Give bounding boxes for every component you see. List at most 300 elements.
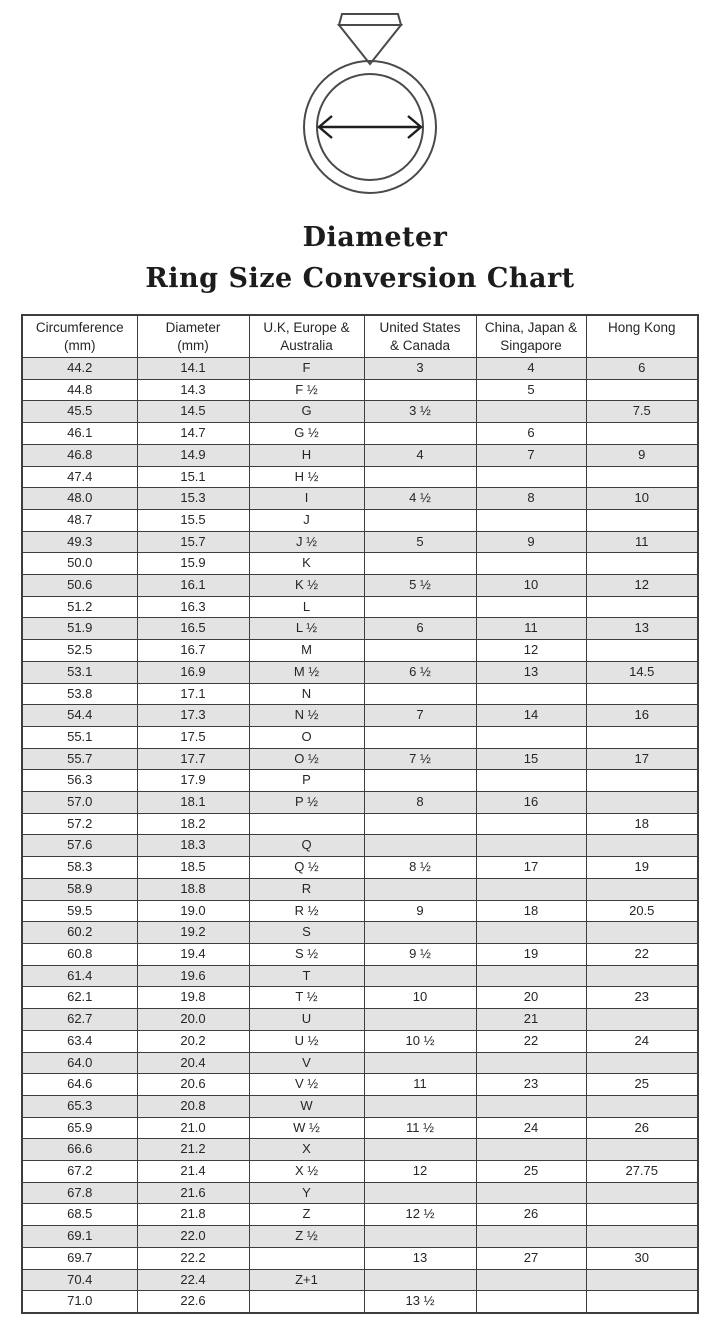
- cell: [476, 922, 586, 944]
- cell: [586, 1204, 698, 1226]
- cell: 64.0: [22, 1052, 137, 1074]
- cell: 62.7: [22, 1009, 137, 1031]
- cell: 68.5: [22, 1204, 137, 1226]
- cell: Z ½: [249, 1226, 364, 1248]
- cell: [364, 553, 476, 575]
- cell: [364, 835, 476, 857]
- cell: 17: [586, 748, 698, 770]
- cell: [364, 1095, 476, 1117]
- cell: 10: [364, 987, 476, 1009]
- cell: 18.8: [137, 878, 249, 900]
- cell: 9 ½: [364, 943, 476, 965]
- cell: 55.1: [22, 726, 137, 748]
- cell: [586, 423, 698, 445]
- cell: 23: [476, 1074, 586, 1096]
- cell: [364, 1009, 476, 1031]
- cell: 22.0: [137, 1226, 249, 1248]
- table-row: [22, 1182, 698, 1204]
- cell: Q: [249, 835, 364, 857]
- cell: R ½: [249, 900, 364, 922]
- table-row: [22, 640, 698, 662]
- ring-diagram: [235, 6, 515, 208]
- table-row: [22, 1226, 698, 1248]
- cell: [586, 1226, 698, 1248]
- cell: 18.1: [137, 792, 249, 814]
- cell: 53.1: [22, 661, 137, 683]
- cell: 44.8: [22, 379, 137, 401]
- cell: [364, 1269, 476, 1291]
- cell: 11: [586, 531, 698, 553]
- cell: [476, 1052, 586, 1074]
- cell: 20.4: [137, 1052, 249, 1074]
- cell: 15.7: [137, 531, 249, 553]
- cell: 8 ½: [364, 857, 476, 879]
- cell: F ½: [249, 379, 364, 401]
- table-header: [22, 315, 698, 358]
- cell: 16.9: [137, 661, 249, 683]
- cell: 13: [476, 661, 586, 683]
- cell: [476, 1226, 586, 1248]
- cell: 50.0: [22, 553, 137, 575]
- cell: 10 ½: [364, 1030, 476, 1052]
- cell: 58.3: [22, 857, 137, 879]
- cell: 44.2: [22, 358, 137, 380]
- cell: 19: [476, 943, 586, 965]
- cell: [476, 1269, 586, 1291]
- cell: 16.1: [137, 575, 249, 597]
- table-row: [22, 900, 698, 922]
- cell: 71.0: [22, 1291, 137, 1313]
- column-header-line1: China, Japan &: [484, 320, 578, 335]
- cell: 9: [364, 900, 476, 922]
- table-row: [22, 1269, 698, 1291]
- cell: H ½: [249, 466, 364, 488]
- cell: 12 ½: [364, 1204, 476, 1226]
- cell: 17.3: [137, 705, 249, 727]
- table-row: [22, 618, 698, 640]
- cell: 20.2: [137, 1030, 249, 1052]
- cell: 12: [476, 640, 586, 662]
- cell: S: [249, 922, 364, 944]
- column-header-line1: United States: [379, 320, 461, 335]
- cell: 6: [586, 358, 698, 380]
- cell: 5: [364, 531, 476, 553]
- table-row: [22, 705, 698, 727]
- cell: [364, 1139, 476, 1161]
- table-row: [22, 466, 698, 488]
- cell: 66.6: [22, 1139, 137, 1161]
- cell: 45.5: [22, 401, 137, 423]
- cell: 21.0: [137, 1117, 249, 1139]
- cell: 19.2: [137, 922, 249, 944]
- cell: 58.9: [22, 878, 137, 900]
- cell: [586, 922, 698, 944]
- cell: R: [249, 878, 364, 900]
- cell: 7 ½: [364, 748, 476, 770]
- column-header-line1: U.K, Europe &: [263, 320, 350, 335]
- cell: [476, 401, 586, 423]
- cell: [586, 466, 698, 488]
- cell: 11: [476, 618, 586, 640]
- table-row: [22, 444, 698, 466]
- cell: L: [249, 596, 364, 618]
- cell: 27.75: [586, 1161, 698, 1183]
- cell: 6: [476, 423, 586, 445]
- cell: [586, 770, 698, 792]
- cell: [476, 770, 586, 792]
- cell: 18.2: [137, 813, 249, 835]
- cell: 20: [476, 987, 586, 1009]
- cell: I: [249, 488, 364, 510]
- cell: 8: [476, 488, 586, 510]
- table-row: [22, 401, 698, 423]
- cell: N ½: [249, 705, 364, 727]
- cell: [586, 965, 698, 987]
- table-row: [22, 1009, 698, 1031]
- cell: 52.5: [22, 640, 137, 662]
- cell: 23: [586, 987, 698, 1009]
- table-row: [22, 857, 698, 879]
- ring-size-table: [21, 314, 699, 1314]
- table-row: [22, 1030, 698, 1052]
- cell: 16: [586, 705, 698, 727]
- cell: 22: [586, 943, 698, 965]
- cell: 10: [586, 488, 698, 510]
- cell: 15.9: [137, 553, 249, 575]
- cell: 69.1: [22, 1226, 137, 1248]
- cell: 12: [364, 1161, 476, 1183]
- cell: K ½: [249, 575, 364, 597]
- cell: J: [249, 509, 364, 531]
- cell: 30: [586, 1247, 698, 1269]
- cell: 22.2: [137, 1247, 249, 1269]
- cell: 18: [586, 813, 698, 835]
- cell: [586, 1095, 698, 1117]
- cell: 21.8: [137, 1204, 249, 1226]
- cell: 14.3: [137, 379, 249, 401]
- cell: 51.2: [22, 596, 137, 618]
- cell: 21.2: [137, 1139, 249, 1161]
- table-row: [22, 748, 698, 770]
- cell: N: [249, 683, 364, 705]
- cell: 59.5: [22, 900, 137, 922]
- cell: 13 ½: [364, 1291, 476, 1313]
- table-row: [22, 1052, 698, 1074]
- cell: 54.4: [22, 705, 137, 727]
- cell: [476, 509, 586, 531]
- cell: [364, 726, 476, 748]
- cell: 25: [586, 1074, 698, 1096]
- cell: 16.5: [137, 618, 249, 640]
- cell: 55.7: [22, 748, 137, 770]
- cell: K: [249, 553, 364, 575]
- table-row: [22, 358, 698, 380]
- column-header-line1: Circumference: [35, 320, 124, 335]
- table-header-row: [22, 315, 698, 358]
- cell: [586, 509, 698, 531]
- cell: 4 ½: [364, 488, 476, 510]
- cell: 67.8: [22, 1182, 137, 1204]
- cell: [586, 1291, 698, 1313]
- cell: 11 ½: [364, 1117, 476, 1139]
- cell: [586, 835, 698, 857]
- cell: [476, 835, 586, 857]
- table-row: [22, 813, 698, 835]
- cell: [364, 509, 476, 531]
- cell: [586, 1009, 698, 1031]
- table-row: [22, 1161, 698, 1183]
- cell: 21.4: [137, 1161, 249, 1183]
- cell: 49.3: [22, 531, 137, 553]
- cell: 16.7: [137, 640, 249, 662]
- table-row: [22, 1139, 698, 1161]
- cell: 14.7: [137, 423, 249, 445]
- diamond-icon: [339, 14, 401, 64]
- cell: 50.6: [22, 575, 137, 597]
- cell: T ½: [249, 987, 364, 1009]
- cell: 5: [476, 379, 586, 401]
- cell: O: [249, 726, 364, 748]
- column-header-line2: Australia: [280, 338, 333, 353]
- column-header-line2: & Canada: [389, 338, 451, 353]
- cell: [364, 813, 476, 835]
- cell: [476, 1139, 586, 1161]
- column-header-line1: Hong Kong: [607, 320, 676, 335]
- cell: [249, 1291, 364, 1313]
- cell: [476, 596, 586, 618]
- table-row: [22, 1074, 698, 1096]
- cell: 7.5: [586, 401, 698, 423]
- column-header-line2: (mm): [64, 338, 96, 353]
- cell: 19.6: [137, 965, 249, 987]
- cell: W ½: [249, 1117, 364, 1139]
- cell: H: [249, 444, 364, 466]
- cell: X: [249, 1139, 364, 1161]
- cell: 18: [476, 900, 586, 922]
- cell: [586, 640, 698, 662]
- cell: [476, 726, 586, 748]
- column-header: [586, 315, 698, 358]
- column-header: [249, 315, 364, 358]
- cell: 9: [476, 531, 586, 553]
- table-row: [22, 770, 698, 792]
- cell: [586, 726, 698, 748]
- page-title: Ring Size Conversion Chart: [145, 263, 575, 294]
- cell: 19.0: [137, 900, 249, 922]
- table-row: [22, 1117, 698, 1139]
- cell: 17.7: [137, 748, 249, 770]
- cell: 47.4: [22, 466, 137, 488]
- cell: [586, 596, 698, 618]
- cell: [364, 965, 476, 987]
- cell: 24: [586, 1030, 698, 1052]
- cell: 19.4: [137, 943, 249, 965]
- column-header: [364, 315, 476, 358]
- cell: [586, 878, 698, 900]
- diameter-arrow-icon: [319, 116, 421, 138]
- cell: 26: [476, 1204, 586, 1226]
- cell: U ½: [249, 1030, 364, 1052]
- cell: 17.9: [137, 770, 249, 792]
- cell: 26: [586, 1117, 698, 1139]
- cell: [364, 466, 476, 488]
- cell: 4: [364, 444, 476, 466]
- cell: [476, 813, 586, 835]
- cell: P: [249, 770, 364, 792]
- cell: 16: [476, 792, 586, 814]
- cell: [364, 1226, 476, 1248]
- cell: 57.0: [22, 792, 137, 814]
- table-row: [22, 878, 698, 900]
- table-row: [22, 987, 698, 1009]
- cell: 62.1: [22, 987, 137, 1009]
- table-body: [22, 358, 698, 1313]
- cell: 4: [476, 358, 586, 380]
- cell: 18.3: [137, 835, 249, 857]
- cell: Q ½: [249, 857, 364, 879]
- cell: [476, 553, 586, 575]
- table-row: [22, 531, 698, 553]
- cell: 3: [364, 358, 476, 380]
- cell: 15.5: [137, 509, 249, 531]
- cell: G: [249, 401, 364, 423]
- ring-illustration: [235, 6, 515, 208]
- cell: 7: [364, 705, 476, 727]
- cell: O ½: [249, 748, 364, 770]
- table-row: [22, 943, 698, 965]
- table-row: [22, 596, 698, 618]
- cell: 13: [586, 618, 698, 640]
- cell: 14.5: [137, 401, 249, 423]
- cell: 61.4: [22, 965, 137, 987]
- cell: 14: [476, 705, 586, 727]
- cell: [476, 878, 586, 900]
- cell: [586, 1052, 698, 1074]
- cell: M: [249, 640, 364, 662]
- cell: 48.0: [22, 488, 137, 510]
- cell: 5 ½: [364, 575, 476, 597]
- cell: 14.1: [137, 358, 249, 380]
- cell: 16.3: [137, 596, 249, 618]
- cell: [586, 1269, 698, 1291]
- cell: [364, 596, 476, 618]
- cell: 21.6: [137, 1182, 249, 1204]
- cell: 24: [476, 1117, 586, 1139]
- cell: 15.1: [137, 466, 249, 488]
- table-row: [22, 379, 698, 401]
- cell: 22.4: [137, 1269, 249, 1291]
- table-row: [22, 683, 698, 705]
- cell: 57.2: [22, 813, 137, 835]
- cell: 7: [476, 444, 586, 466]
- cell: [586, 792, 698, 814]
- cell: [364, 423, 476, 445]
- column-header-line2: (mm): [177, 338, 209, 353]
- cell: [249, 1247, 364, 1269]
- cell: 22: [476, 1030, 586, 1052]
- diagram-label: Diameter: [302, 222, 448, 253]
- column-header: [137, 315, 249, 358]
- cell: [364, 379, 476, 401]
- cell: 21: [476, 1009, 586, 1031]
- cell: 65.9: [22, 1117, 137, 1139]
- cell: 14.5: [586, 661, 698, 683]
- cell: 70.4: [22, 1269, 137, 1291]
- cell: J ½: [249, 531, 364, 553]
- cell: 20.5: [586, 900, 698, 922]
- cell: 22.6: [137, 1291, 249, 1313]
- cell: 14.9: [137, 444, 249, 466]
- cell: [476, 1291, 586, 1313]
- cell: 17.1: [137, 683, 249, 705]
- cell: [364, 640, 476, 662]
- cell: [586, 683, 698, 705]
- cell: 64.6: [22, 1074, 137, 1096]
- cell: 25: [476, 1161, 586, 1183]
- cell: 69.7: [22, 1247, 137, 1269]
- cell: 48.7: [22, 509, 137, 531]
- cell: 10: [476, 575, 586, 597]
- cell: [476, 1095, 586, 1117]
- table-row: [22, 1204, 698, 1226]
- cell: [476, 1182, 586, 1204]
- table-row: [22, 488, 698, 510]
- cell: V ½: [249, 1074, 364, 1096]
- cell: T: [249, 965, 364, 987]
- cell: V: [249, 1052, 364, 1074]
- cell: 53.8: [22, 683, 137, 705]
- cell: W: [249, 1095, 364, 1117]
- cell: 18.5: [137, 857, 249, 879]
- cell: 46.8: [22, 444, 137, 466]
- cell: 56.3: [22, 770, 137, 792]
- cell: 11: [364, 1074, 476, 1096]
- cell: 46.1: [22, 423, 137, 445]
- cell: L ½: [249, 618, 364, 640]
- cell: [476, 965, 586, 987]
- cell: 9: [586, 444, 698, 466]
- cell: 3 ½: [364, 401, 476, 423]
- cell: 60.2: [22, 922, 137, 944]
- cell: 17: [476, 857, 586, 879]
- cell: 51.9: [22, 618, 137, 640]
- table-row: [22, 726, 698, 748]
- table-row: [22, 965, 698, 987]
- cell: 57.6: [22, 835, 137, 857]
- cell: 20.8: [137, 1095, 249, 1117]
- cell: G ½: [249, 423, 364, 445]
- cell: [364, 770, 476, 792]
- cell: [476, 683, 586, 705]
- table-row: [22, 1291, 698, 1313]
- cell: [476, 466, 586, 488]
- cell: 20.0: [137, 1009, 249, 1031]
- cell: 19: [586, 857, 698, 879]
- cell: Z: [249, 1204, 364, 1226]
- cell: [364, 1182, 476, 1204]
- cell: 13: [364, 1247, 476, 1269]
- column-header-line2: Singapore: [500, 338, 562, 353]
- table-row: [22, 509, 698, 531]
- table-row: [22, 922, 698, 944]
- cell: 12: [586, 575, 698, 597]
- cell: [364, 922, 476, 944]
- cell: [586, 379, 698, 401]
- cell: 15: [476, 748, 586, 770]
- table-row: [22, 575, 698, 597]
- cell: [364, 683, 476, 705]
- cell: [364, 878, 476, 900]
